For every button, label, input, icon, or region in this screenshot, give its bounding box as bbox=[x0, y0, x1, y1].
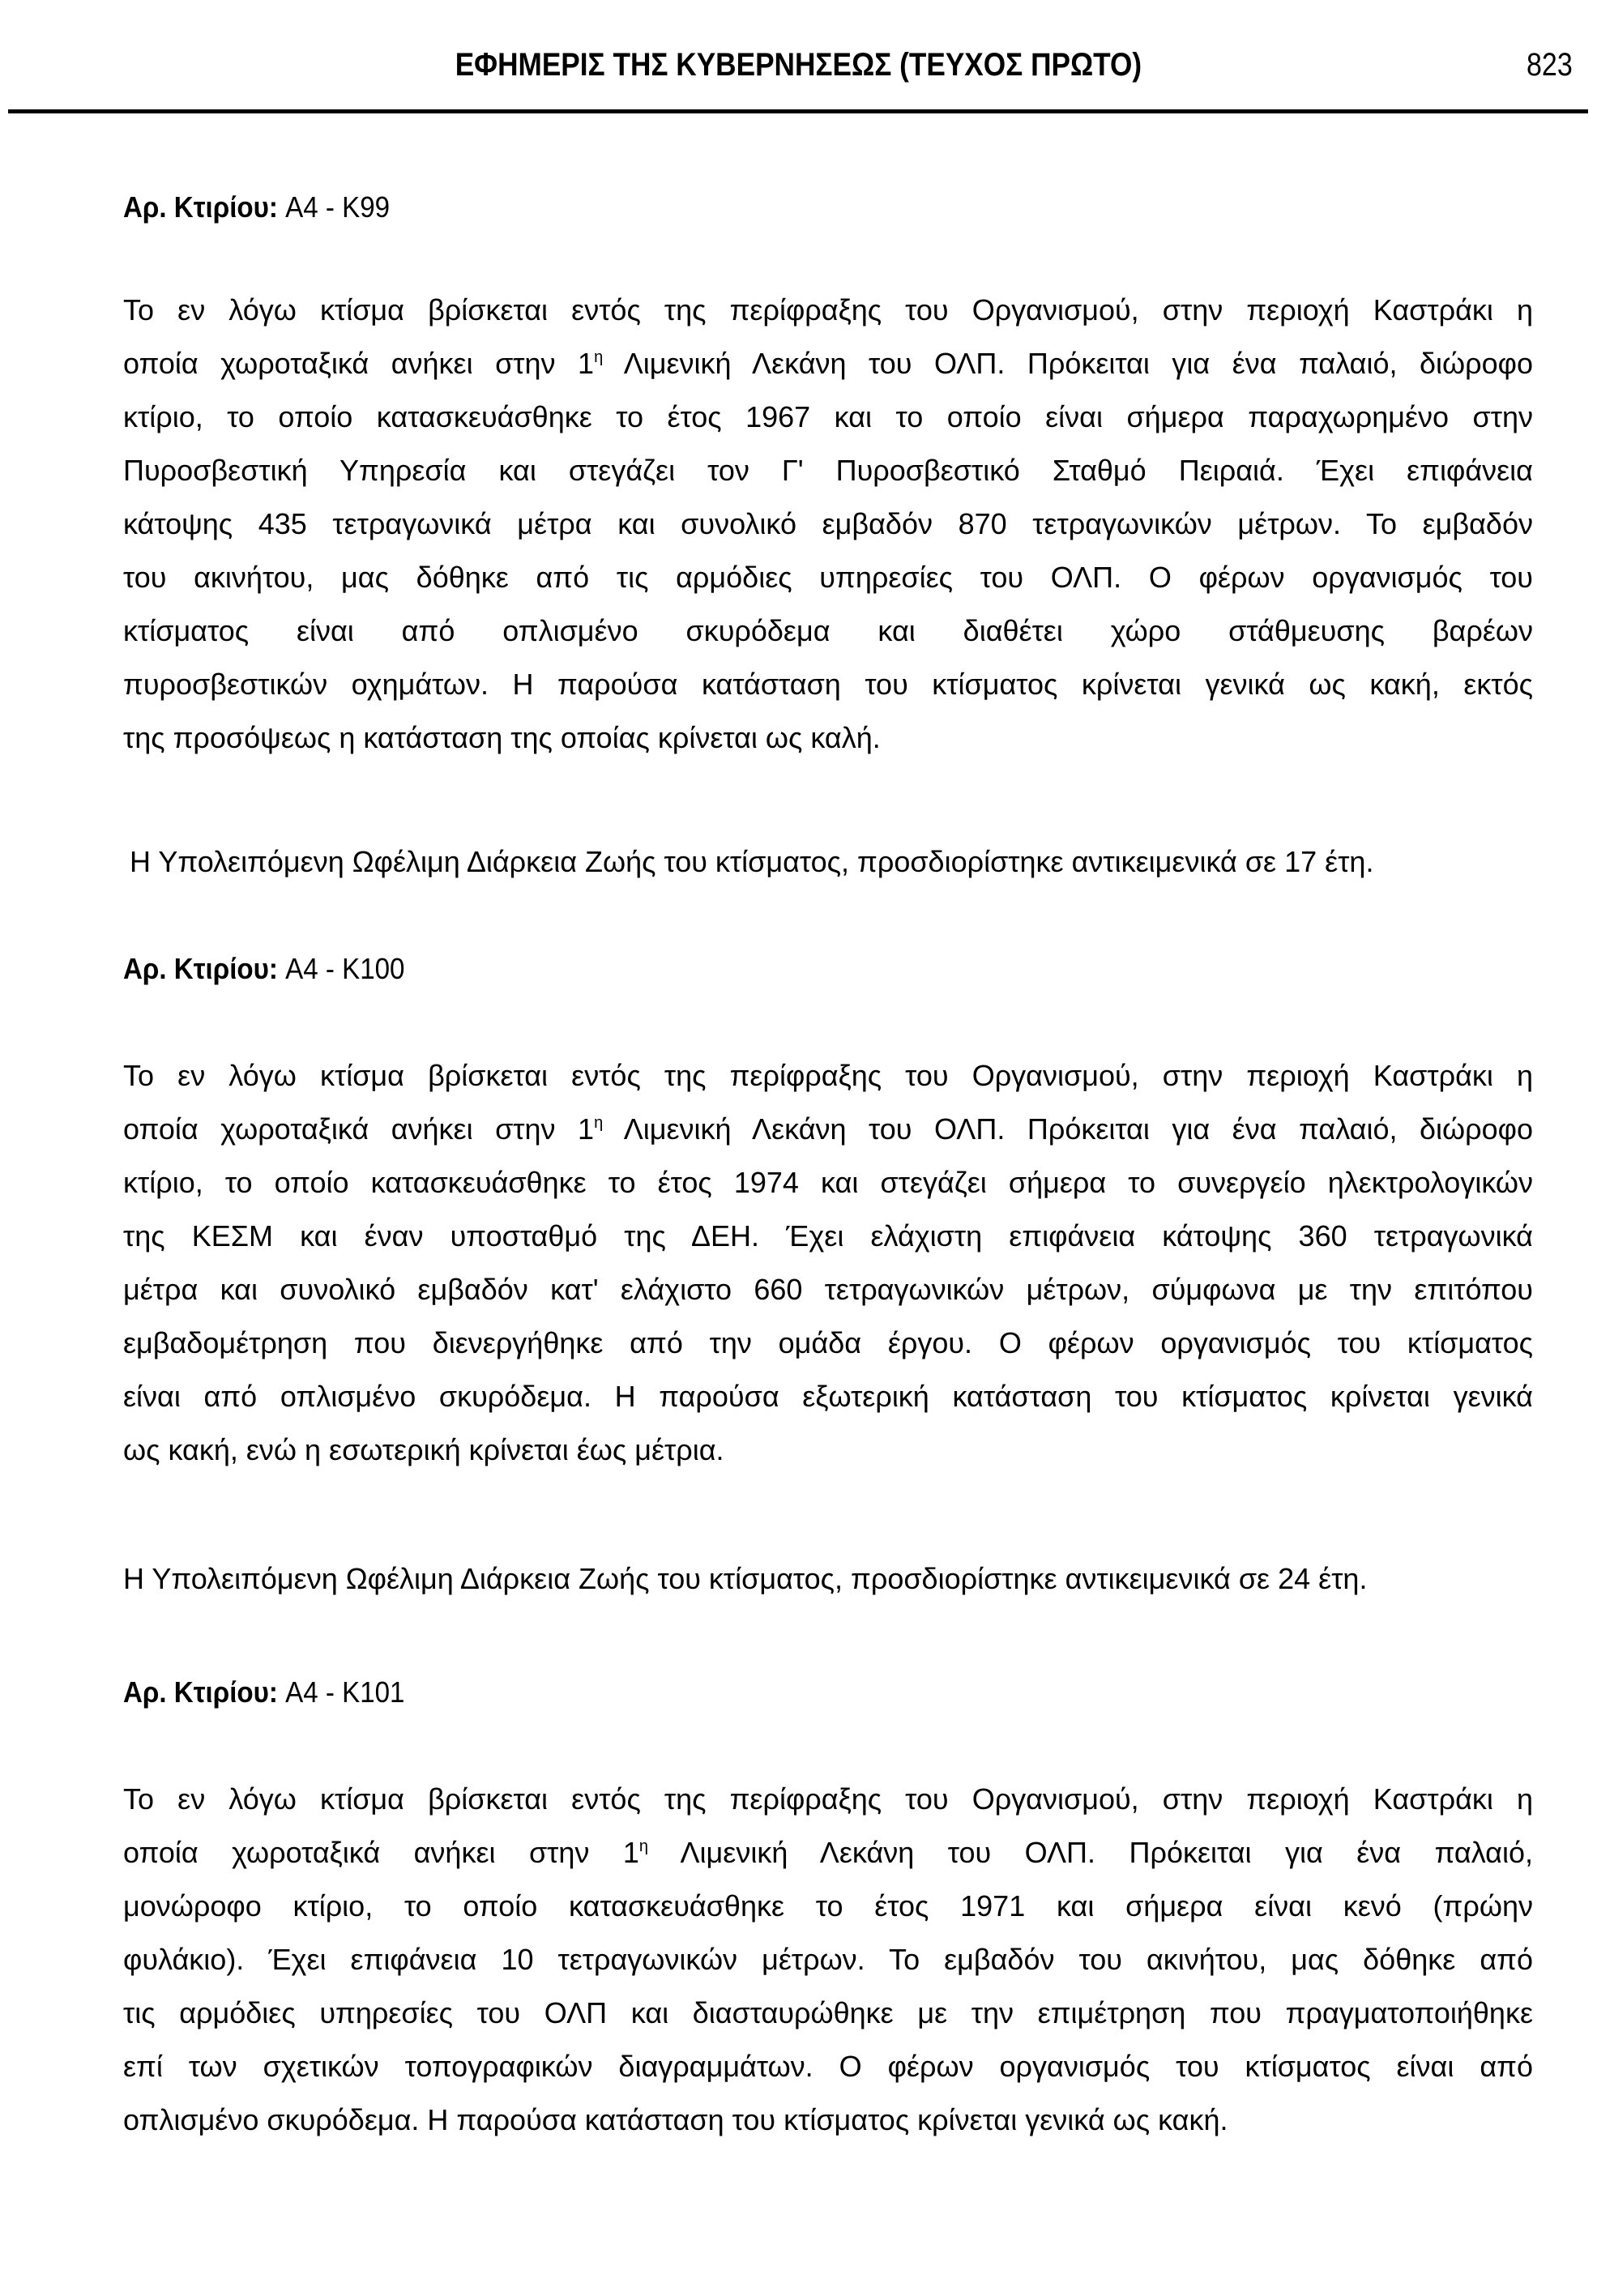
paragraph-line: φυλάκιο). Έχει επιφάνεια 10 τετραγωνικών μέτρων. Το εμβαδόν του ακινήτου, μας δόθηκε από bbox=[123, 1943, 1533, 1976]
paragraph-line: κτίριο, το οποίο κατασκευάσθηκε το έτος 1967 και το οποίο είναι σήμερα παραχωρημένο στην bbox=[123, 400, 1533, 433]
ordinal-superscript: η bbox=[594, 348, 604, 366]
paragraph-line: Το εν λόγω κτίσμα βρίσκεται εντός της περίφραξης του Οργανισμού, στην περιοχή Καστράκι η bbox=[123, 1782, 1533, 1816]
building-code: Α4 - Κ101 bbox=[285, 1675, 405, 1709]
paragraph-line: είναι από οπλισμένο σκυρόδεμα. Η παρούσα εξωτερική κατάσταση του κτίσματος κρίνεται γενικά bbox=[123, 1380, 1533, 1413]
line-text: Λιμενική Λεκάνη του ΟΛΠ. Πρόκειται για ένα παλαιό, διώροφο bbox=[603, 1112, 1533, 1146]
ordinal-superscript: η bbox=[638, 1837, 649, 1855]
paragraph-line: Το εν λόγω κτίσμα βρίσκεται εντός της περίφραξης του Οργανισμού, στην περιοχή Καστράκι η bbox=[123, 293, 1533, 326]
building-label: Αρ. Κτιρίου: bbox=[123, 190, 278, 224]
paragraph-line: της προσόψεως η κατάσταση της οποίας κρίνεται ως καλή. bbox=[123, 721, 881, 754]
line-text: Λιμενική Λεκάνη του ΟΛΠ. Πρόκειται για ένα παλαιό, bbox=[648, 1836, 1533, 1869]
line-text: οποία χωροταξικά ανήκει στην 1 bbox=[123, 1836, 639, 1869]
paragraph-line: επί των σχετικών τοπογραφικών διαγραμμάτων. Ο φέρων οργανισμός του κτίσματος είναι από bbox=[123, 2050, 1533, 2083]
building-description bbox=[123, 284, 1533, 765]
paragraph-line: του ακινήτου, μας δόθηκε από τις αρμόδιες υπηρεσίες του ΟΛΠ. Ο φέρων οργανισμός του bbox=[123, 561, 1533, 594]
paragraph-line: κτίσματος είναι από οπλισμένο σκυρόδεμα και διαθέτει χώρο στάθμευσης βαρέων bbox=[123, 614, 1533, 647]
paragraph-line: πυροσβεστικών οχημάτων. Η παρούσα κατάσταση του κτίσματος κρίνεται γενικά ως κακή, εκτός bbox=[123, 668, 1533, 701]
paragraph-line: Πυροσβεστική Υπηρεσία και στεγάζει τον Γ' Πυροσβεστικό Σταθμό Πειραιά. Έχει επιφάνεια bbox=[123, 454, 1533, 487]
remaining-life-summary: Η Υπολειπόμενη Ωφέλιμη Διάρκεια Ζωής του κτίσματος, προσδιορίστηκε αντικειμενικά σε 17 έτη. bbox=[130, 845, 1374, 878]
building-heading bbox=[123, 190, 390, 224]
building-label: Αρ. Κτιρίου: bbox=[123, 1675, 278, 1709]
header-divider bbox=[8, 109, 1588, 113]
paragraph-line: τις αρμόδιες υπηρεσίες του ΟΛΠ και διασταυρώθηκε με την επιμέτρηση που πραγματοποιήθηκε bbox=[123, 1996, 1533, 2029]
building-heading bbox=[123, 952, 404, 986]
paragraph-line: εμβαδομέτρηση που διενεργήθηκε από την ομάδα έργου. Ο φέρων οργανισμός του κτίσματος bbox=[123, 1326, 1533, 1359]
building-description bbox=[123, 1773, 1533, 2147]
line-text: οποία χωροταξικά ανήκει στην 1 bbox=[123, 1112, 595, 1146]
paragraph-line: της ΚΕΣΜ και έναν υποσταθμό της ΔΕΗ. Έχει ελάχιστη επιφάνεια κάτοψης 360 τετραγωνικά bbox=[123, 1219, 1533, 1253]
remaining-life-summary: Η Υπολειπόμενη Ωφέλιμη Διάρκεια Ζωής του κτίσματος, προσδιορίστηκε αντικειμενικά σε 24 έτη. bbox=[123, 1562, 1368, 1595]
building-label: Αρ. Κτιρίου: bbox=[123, 952, 278, 985]
gazette-header-title: ΕΦΗΜΕΡΙΣ ΤΗΣ ΚΥΒΕΡΝΗΣΕΩΣ (ΤΕΥΧΟΣ ΠΡΩΤΟ) bbox=[455, 47, 1142, 83]
paragraph-line bbox=[123, 337, 1533, 390]
building-description bbox=[123, 1049, 1533, 1477]
paragraph-line bbox=[123, 1103, 1533, 1156]
building-code: Α4 - Κ100 bbox=[285, 952, 405, 985]
paragraph-line: ως κακή, ενώ η εσωτερική κρίνεται έως μέτρια. bbox=[123, 1433, 724, 1466]
paragraph-line: κτίριο, το οποίο κατασκευάσθηκε το έτος 1974 και στεγάζει σήμερα το συνεργείο ηλεκτρολογικών bbox=[123, 1166, 1533, 1199]
building-code: Α4 - Κ99 bbox=[285, 190, 391, 224]
ordinal-superscript: η bbox=[594, 1114, 604, 1132]
paragraph-line: Το εν λόγω κτίσμα βρίσκεται εντός της περίφραξης του Οργανισμού, στην περιοχή Καστράκι η bbox=[123, 1059, 1533, 1092]
line-text: οποία χωροταξικά ανήκει στην 1 bbox=[123, 347, 595, 380]
line-text: Λιμενική Λεκάνη του ΟΛΠ. Πρόκειται για ένα παλαιό, διώροφο bbox=[603, 347, 1533, 380]
building-heading bbox=[123, 1675, 404, 1709]
paragraph-line: οπλισμένο σκυρόδεμα. Η παρούσα κατάσταση του κτίσματος κρίνεται γενικά ως κακή. bbox=[123, 2103, 1228, 2136]
paragraph-line: μονώροφο κτίριο, το οποίο κατασκευάσθηκε το έτος 1971 και σήμερα είναι κενό (πρώην bbox=[123, 1889, 1533, 1923]
paragraph-line: κάτοψης 435 τετραγωνικά μέτρα και συνολικό εμβαδόν 870 τετραγωνικών μέτρων. Το εμβαδόν bbox=[123, 507, 1533, 540]
paragraph-line: μέτρα και συνολικό εμβαδόν κατ' ελάχιστο 660 τετραγωνικών μέτρων, σύμφωνα με την επιτόπου bbox=[123, 1273, 1533, 1306]
paragraph-line bbox=[123, 1826, 1533, 1880]
page-number: 823 bbox=[1527, 47, 1573, 83]
